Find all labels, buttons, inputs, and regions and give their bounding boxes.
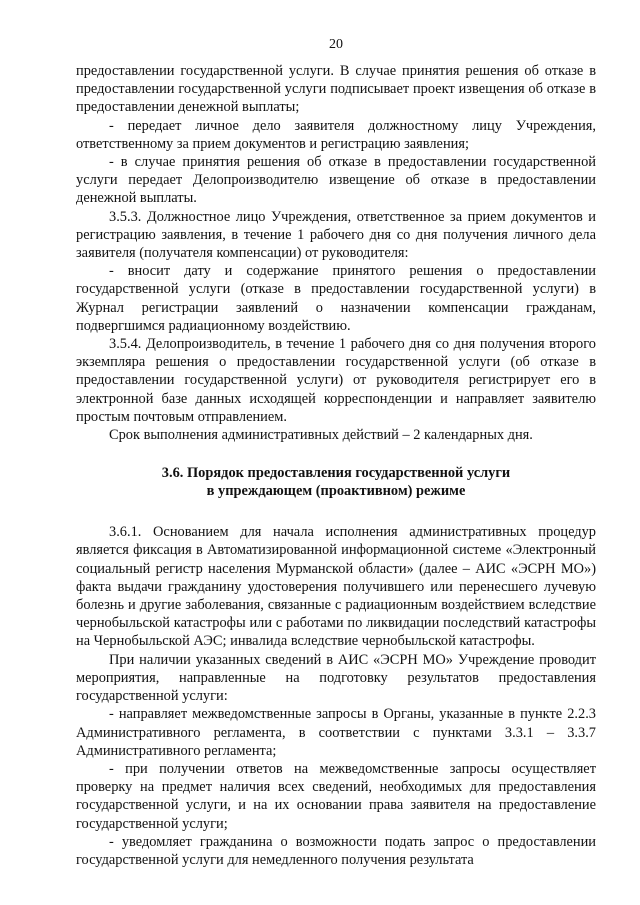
page-number: 20 <box>329 37 343 52</box>
paragraph: Срок выполнения административных действий – 2 календарных дня. <box>109 427 533 444</box>
paragraph: - уведомляет гражданина о возможности подать запрос о предоставлении государственной услуги для немедленного получения результата <box>76 833 596 868</box>
paragraph: предоставлении государственной услуги. В случае принятия решения об отказе в предоставлении государственной услуги подписывает проект извещения об отказе в предоставлении денежной выплаты; <box>76 63 596 116</box>
paragraph: 3.6.1. Основанием для начала исполнения административных процедур является фиксация в Автоматизированной информационной системе «Электронный социальный регистр населения Мурманской области» (далее – АИС «ЭСРН МО») факта выдачи гражданину удостоверения получившего или перенесшего лучевую болезнь и другие заболевания, связанные с радиационным воздействием вследствие чернобыльской катастрофы или с работами по ликвидации последствий катастрофы на Чернобыльской АЭС; инвалида вследствие чернобыльской катастрофы. <box>76 524 596 650</box>
paragraph: - передает личное дело заявителя должностному лицу Учреждения, ответственному за прием документов и регистрацию заявления; <box>76 117 596 152</box>
paragraph: - в случае принятия решения об отказе в предоставлении государственной услуги передает Делопроизводителю извещение об отказе в предоставлении денежной выплаты. <box>76 154 596 207</box>
section-heading-line: в упреждающем (проактивном) режиме <box>206 483 466 500</box>
document-body <box>76 62 596 869</box>
section-heading <box>76 464 596 500</box>
paragraph: 3.5.4. Делопроизводитель, в течение 1 рабочего дня со дня получения второго экземпляра решения о предоставлении государственной услуги (об отказе в предоставлении государственной услуги) от руководителя регистрирует его в электронной базе данных исходящей корреспонденции и направляет заявителю простым почтовым отправлением. <box>76 336 596 425</box>
paragraph: - при получении ответов на межведомственные запросы осуществляет проверку на предмет наличия всех сведений, необходимых для предоставления государственной услуги, и на их основании права заявителя на предоставление государственной услуги; <box>76 760 596 832</box>
section-heading-line: 3.6. Порядок предоставления государственной услуги <box>161 465 511 482</box>
paragraph: При наличии указанных сведений в АИС «ЭСРН МО» Учреждение проводит мероприятия, направленные на подготовку результатов предоставления государственной услуги: <box>76 651 596 705</box>
paragraph: - направляет межведомственные запросы в Органы, указанные в пункте 2.2.3 Административного регламента, в соответствии с пунктами 3.3.1 – 3.3.7 Административного регламента; <box>76 706 596 759</box>
paragraph: 3.5.3. Должностное лицо Учреждения, ответственное за прием документов и регистрацию заявления, в течение 1 рабочего дня со дня получения личного дела заявителя (получателя компенсации) от руководителя: <box>76 208 596 262</box>
paragraph: - вносит дату и содержание принятого решения о предоставлении государственной услуги (отказе в предоставлении государственной услуги) в Журнал регистрации заявлений о назначении компенсации гражданам, подвергшимся радиационному воздействию. <box>76 263 596 334</box>
